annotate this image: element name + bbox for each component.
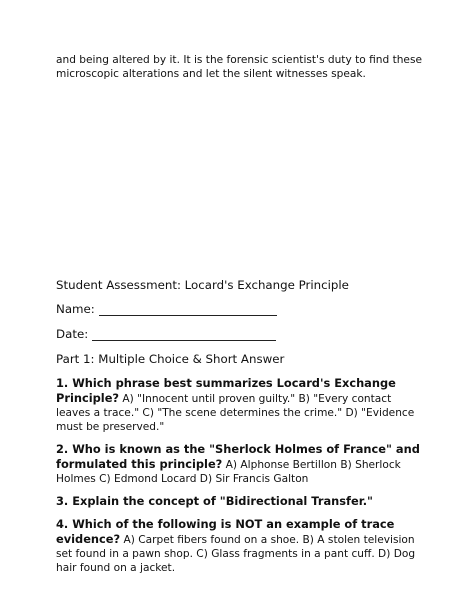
question-1 [56,376,428,434]
question-4-lead: 4. Which of the following is NOT an example of trace evidence? [56,517,395,546]
assessment-title: Student Assessment: Locard's Exchange Principle [56,278,349,292]
question-3-lead: 3. Explain the concept of "Bidirectional Transfer." [56,494,373,508]
question-3 [56,494,428,509]
question-4-options: A) Carpet fibers found on a shoe. B) A stolen television set found in a pawn shop. C) Glass fragments in a pant cuff. D) Dog hair found on a jacket. [56,534,416,574]
date-label: Date: [56,327,89,341]
question-4 [56,517,428,575]
question-1-options: A) "Innocent until proven guilty." B) "Every contact leaves a trace." C) "The scene determines the crime." D) "Evidence must be preserved." [56,393,415,433]
student-assessment [56,278,428,583]
name-label: Name: [56,302,95,316]
date-blank-line [92,328,276,341]
part-heading: Part 1: Multiple Choice & Short Answer [56,352,285,366]
question-1-lead: 1. Which phrase best summarizes Locard's Exchange Principle? [56,376,396,405]
question-2 [56,442,428,486]
name-blank-line [99,303,277,316]
intro-paragraph: and being altered by it. It is the forensic scientist's duty to find these microscopic alterations and let the silent witnesses speak. [56,54,422,80]
date-field-row [56,327,428,341]
name-field-row [56,302,428,316]
question-2-lead: 2. Who is known as the "Sherlock Holmes of France" and formulated this principle? [56,442,420,471]
question-2-options: A) Alphonse Bertillon B) Sherlock Holmes C) Edmond Locard D) Sir Francis Galton [56,459,401,485]
